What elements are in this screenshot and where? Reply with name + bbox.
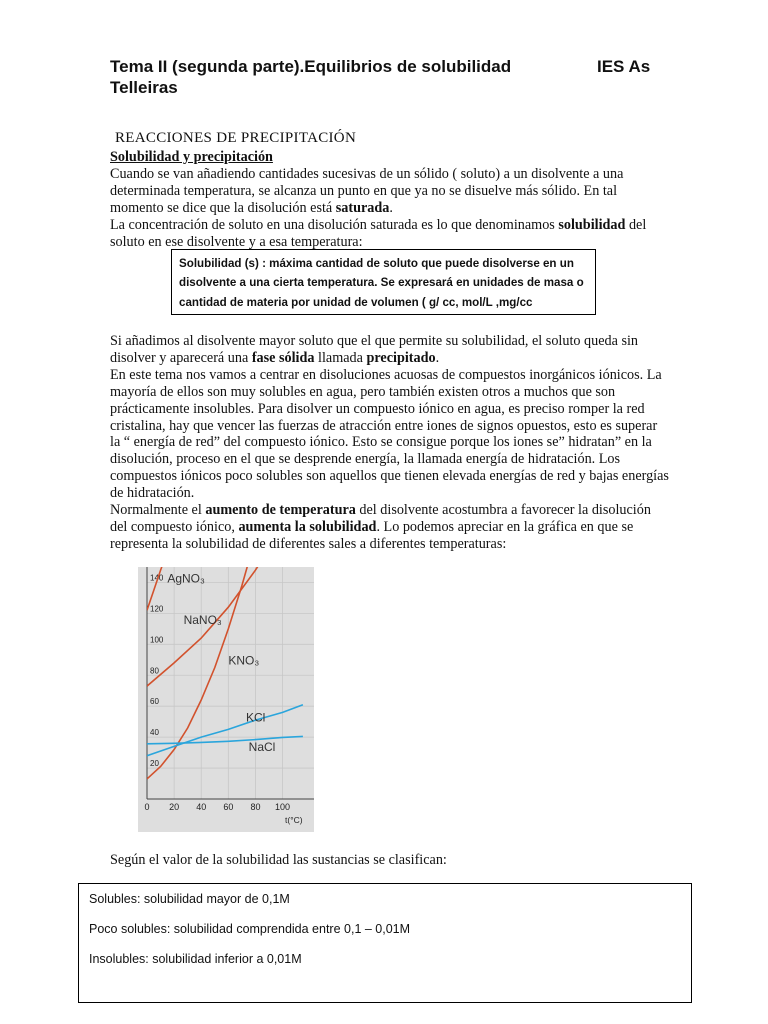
y-tick-label: 80 — [150, 666, 159, 676]
y-tick-label: 20 — [150, 759, 159, 769]
x-tick-label: 60 — [223, 802, 234, 812]
series-label: AgNO₃ — [167, 571, 205, 586]
section-title: REACCIONES DE PRECIPITACIÓN — [115, 130, 357, 146]
term-solubilidad: solubilidad — [558, 216, 626, 233]
term-saturada: saturada — [335, 199, 390, 216]
series-label: KCl — [245, 710, 266, 725]
classification-box — [78, 883, 692, 1003]
series-line-kcl — [147, 705, 303, 756]
y-tick-label: 60 — [150, 697, 159, 707]
paragraph-intro — [110, 149, 670, 250]
paragraph-body — [110, 333, 670, 553]
y-tick-label: 100 — [150, 635, 164, 645]
term-precipitado: precipitado — [366, 349, 436, 366]
paragraph-solubility: La concentración de soluto en una disolución saturada es lo que denominamos solubilidad del soluto en ese disolvente y a esa temperatura: — [110, 216, 647, 250]
subsection-title: Solubilidad y precipitación — [110, 149, 273, 165]
x-tick-label: 80 — [250, 802, 261, 812]
term-aumento-temperatura: aumento de temperatura — [205, 502, 356, 519]
class-insolubles: Insolubles: solubilidad inferior a 0,01M — [89, 952, 302, 966]
classification-intro: Según el valor de la solubilidad las sustancias se clasifican: — [110, 852, 447, 868]
x-tick-label: 100 — [275, 802, 291, 812]
definition-box: Solubilidad (s) : máxima cantidad de soluto que puede disolverse en un disolvente a una cierta temperatura. Se expresará en unidades de masa o cantidad de materia por unidad de volumen ( g/ cc, mol/L ,mg/cc — [171, 249, 596, 315]
x-tick-label: 40 — [196, 802, 207, 812]
series-label: NaNO₃ — [183, 613, 222, 628]
y-tick-label: 140 — [150, 573, 164, 583]
paragraph-saturation: Cuando se van añadiendo cantidades sucesivas de un sólido ( soluto) a un disolvente a una determinada temperatura, se alcanza un punto en que ya no se disuelve más sólido. En tal momento se dice que la disolución está saturada. — [110, 165, 624, 216]
y-tick-label: 40 — [150, 728, 159, 738]
paragraph-precipitate: Si añadimos al disolvente mayor soluto que el que permite su solubilidad, el soluto queda sin disolver y aparecerá una fase sólida llamada precipitado. — [110, 333, 639, 366]
class-solubles: Solubles: solubilidad mayor de 0,1M — [89, 892, 290, 906]
x-axis-label: t(°C) — [285, 815, 303, 825]
class-poco-solubles: Poco solubles: solubilidad comprendida entre 0,1 – 0,01M — [89, 922, 411, 936]
term-fase-solida: fase sólida — [251, 349, 315, 366]
solubility-chart — [138, 567, 314, 832]
series-label: KNO₃ — [228, 653, 260, 668]
series-label: NaCl — [248, 740, 276, 755]
header-title-line1: Tema II (segunda parte).Equilibrios de solubilidad — [110, 57, 512, 76]
term-aumenta-solubilidad: aumenta la solubilidad — [238, 518, 377, 535]
solubility-chart-svg — [138, 567, 314, 832]
header-school: IES As — [597, 57, 651, 76]
header-title-line2: Telleiras — [110, 78, 178, 97]
y-tick-label: 120 — [150, 604, 164, 614]
paragraph-ionic-compounds: En este tema nos vamos a centrar en disoluciones acuosas de compuestos inorgánicos iónicos. La mayoría de ellos son muy solubles en agua, pero también existen otros a muchos que son prácticamente insolubles. Para disolver un compuesto iónico en agua, es preciso romper la red cristalina, hay que vencer las fuerzas de atracción entre iones de signos opuestos, esto es superar la “ energía de red” del compuesto iónico. Esto se consigue porque los iones se” hidratan” en la disolución, proceso en el que se desprende energía, la llamada energía de hidratación. Los compuestos iónicos poco solubles son aquellos que tienen elevada energías de red y bajas energías de hidratación. — [110, 366, 669, 502]
x-tick-label: 0 — [144, 802, 150, 812]
x-tick-label: 20 — [169, 802, 180, 812]
paragraph-temperature: Normalmente el aumento de temperatura del disolvente acostumbra a favorecer la disolución del compuesto iónico, aumenta la solubilidad. Lo podemos apreciar en la gráfica en que se representa la solubilidad de diferentes sales a diferentes temperaturas: — [110, 502, 651, 552]
document-header — [110, 56, 670, 98]
